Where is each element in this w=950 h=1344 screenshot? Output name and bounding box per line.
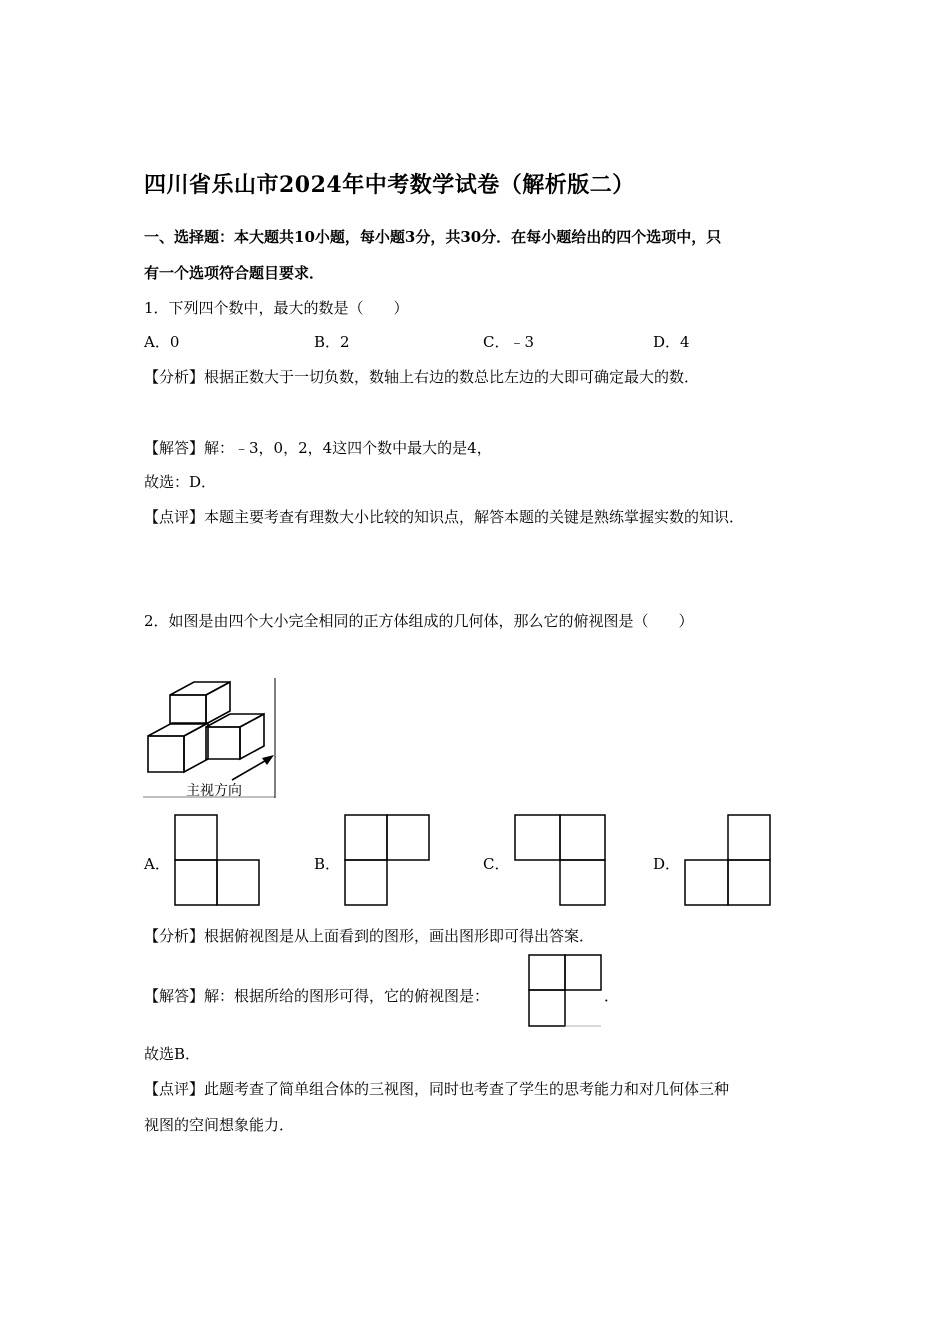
q2-option-d-figure — [684, 814, 772, 906]
q1-comment: 【点评】本题主要考查有理数大小比较的知识点，解答本题的关键是熟练掌握实数的知识． — [144, 508, 745, 526]
q1-option-a: A．0 — [144, 333, 180, 351]
q1-answer: 【解答】解：﹣3，0，2，4这四个数中最大的是4， — [144, 439, 492, 457]
figure-caption: 主视方向 — [186, 783, 242, 799]
q2-answer-figure — [528, 954, 604, 1028]
q2-answer: 【解答】解：根据所给的图形可得，它的俯视图是： — [144, 987, 490, 1005]
q2-answer-end: ． — [604, 987, 620, 1005]
section-heading-line1: 一、选择题：本大题共10小题，每小题3分，共30分．在每小题给出的四个选项中，只 — [144, 228, 722, 246]
q2-option-a-figure — [174, 814, 260, 906]
q2-option-b-figure — [344, 814, 430, 906]
q1-analysis: 【分析】根据正数大于一切负数，数轴上右边的数总比左边的大即可确定最大的数． — [144, 368, 700, 386]
q1-choice: 故选：D． — [144, 473, 217, 491]
q2-analysis: 【分析】根据俯视图是从上面看到的图形，画出图形即可得出答案． — [144, 927, 595, 945]
q2-cube-figure — [140, 676, 280, 800]
q1-option-c: C．﹣3 — [483, 333, 535, 351]
q2-stem: 2．如图是由四个大小完全相同的正方体组成的几何体，那么它的俯视图是（ ） — [144, 612, 694, 630]
q2-comment-line2: 视图的空间想象能力． — [144, 1116, 295, 1134]
q2-option-c-figure — [514, 814, 606, 906]
q1-option-b: B．2 — [314, 333, 350, 351]
q2-option-c-label: C． — [483, 855, 510, 873]
q1-stem: 1．下列四个数中，最大的数是（ ） — [144, 299, 409, 317]
q2-choice: 故选B． — [144, 1045, 201, 1063]
q2-comment-line1: 【点评】此题考查了简单组合体的三视图，同时也考查了学生的思考能力和对几何体三种 — [144, 1080, 730, 1098]
q1-option-d: D．4 — [653, 333, 690, 351]
q2-option-d-label: D． — [653, 855, 681, 873]
section-heading-line2: 有一个选项符合题目要求． — [144, 264, 325, 282]
q2-option-a-label: A． — [144, 855, 170, 873]
q2-option-b-label: B． — [314, 855, 341, 873]
page-title: 四川省乐山市2024年中考数学试卷（解析版二） — [144, 172, 635, 198]
